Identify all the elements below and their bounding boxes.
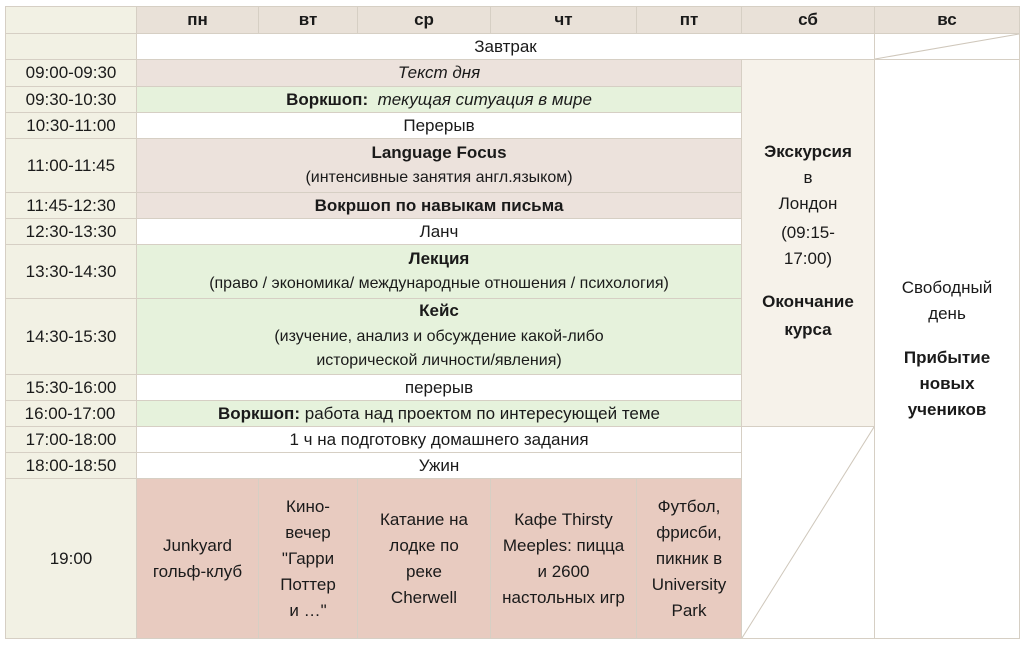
activity-workshop-world [137,87,742,113]
activity-title: Кейс [419,300,459,320]
time-cell: 10:30-11:00 [6,113,137,139]
day-header-sat: сб [742,7,875,34]
evening-tue [259,479,358,639]
day-header-tue: вт [259,7,358,34]
schedule-row [6,427,1020,453]
schedule-row [6,60,1020,87]
activity-subtitle: (интенсивные занятия англ.языком) [305,169,573,186]
time-cell: 09:30-10:30 [6,87,137,113]
day-header-thu: чт [491,7,637,34]
time-cell: 13:30-14:30 [6,245,137,299]
header-corner [6,7,137,34]
activity-break-2: перерыв [137,375,742,401]
activity-language-focus [137,139,742,193]
day-header-mon: пн [137,7,259,34]
sunday-free-cell [875,60,1020,639]
sunday-breakfast-empty [875,34,1020,60]
time-cell: 09:00-09:30 [6,60,137,87]
breakfast-cell: Завтрак [137,34,875,60]
activity-dinner: Ужин [137,453,742,479]
excursion-in: в [803,168,813,187]
day-header-sun: вс [875,7,1020,34]
activity-label-italic: текущая ситуация в мире [377,89,592,109]
activity-project-workshop [137,401,742,427]
activity-label: Текст дня [397,63,481,82]
time-cell: 12:30-13:30 [6,219,137,245]
time-cell: 11:00-11:45 [6,139,137,193]
new-students-arrival: Прибытие новых учеников [903,348,991,419]
time-cell: 16:00-17:00 [6,401,137,427]
free-day: Свободный день [901,278,993,323]
activity-label-bold: Воркшоп: [286,89,369,109]
time-cell: 18:00-18:50 [6,453,137,479]
schedule-table [5,6,1020,639]
header-row [6,7,1020,34]
excursion-time: (09:15-17:00) [781,223,835,268]
activity-text-of-day [137,60,742,87]
activity-label-bold: Воркшоп: [217,403,300,423]
day-header-wed: ср [358,7,491,34]
course-end: Окончание курса [762,292,854,339]
activity-break: Перерыв [137,113,742,139]
activity-case [137,299,742,375]
time-cell: 14:30-15:30 [6,299,137,375]
day-header-fri: пт [637,7,742,34]
time-cell: 19:00 [6,479,137,639]
time-cell: 17:00-18:00 [6,427,137,453]
evening-activity-label: Футбол, фрисби, пикник в University Park [651,496,727,620]
excursion-title: Экскурсия [764,142,852,161]
activity-lunch: Ланч [137,219,742,245]
excursion-city: Лондон [778,194,838,213]
evening-fri [637,479,742,639]
activity-subtitle: (изучение, анализ и обсуждение какой-либо исторической личности/явления) [274,327,604,369]
activity-homework: 1 ч на подготовку домашнего задания [137,427,742,453]
evening-activity-label: Кафе Thirsty Meeples: пицца и 2600 настольных игр [502,509,625,607]
evening-activity-label: Катание на лодке по реке Cherwell [380,509,468,607]
evening-wed [358,479,491,639]
activity-title: Language Focus [371,143,507,162]
saturday-evening-empty [742,427,875,639]
evening-activity-label: Junkyard гольф-клуб [152,535,243,581]
activity-subtitle: (право / экономика/ международные отношения / психология) [209,275,669,292]
activity-writing-workshop [137,193,742,219]
time-cell: 11:45-12:30 [6,193,137,219]
evening-mon [137,479,259,639]
time-cell-empty [6,34,137,60]
activity-title: Лекция [408,249,470,268]
activity-lecture [137,245,742,299]
activity-label-plain: работа над проектом по интересующей теме [304,403,661,423]
evening-thu [491,479,637,639]
time-cell: 15:30-16:00 [6,375,137,401]
activity-label: Вокршоп по навыкам письма [314,195,564,215]
saturday-excursion-cell [742,60,875,427]
breakfast-row [6,34,1020,60]
evening-activity-label: Кино-вечер "Гарри Поттер и …" [280,496,336,620]
